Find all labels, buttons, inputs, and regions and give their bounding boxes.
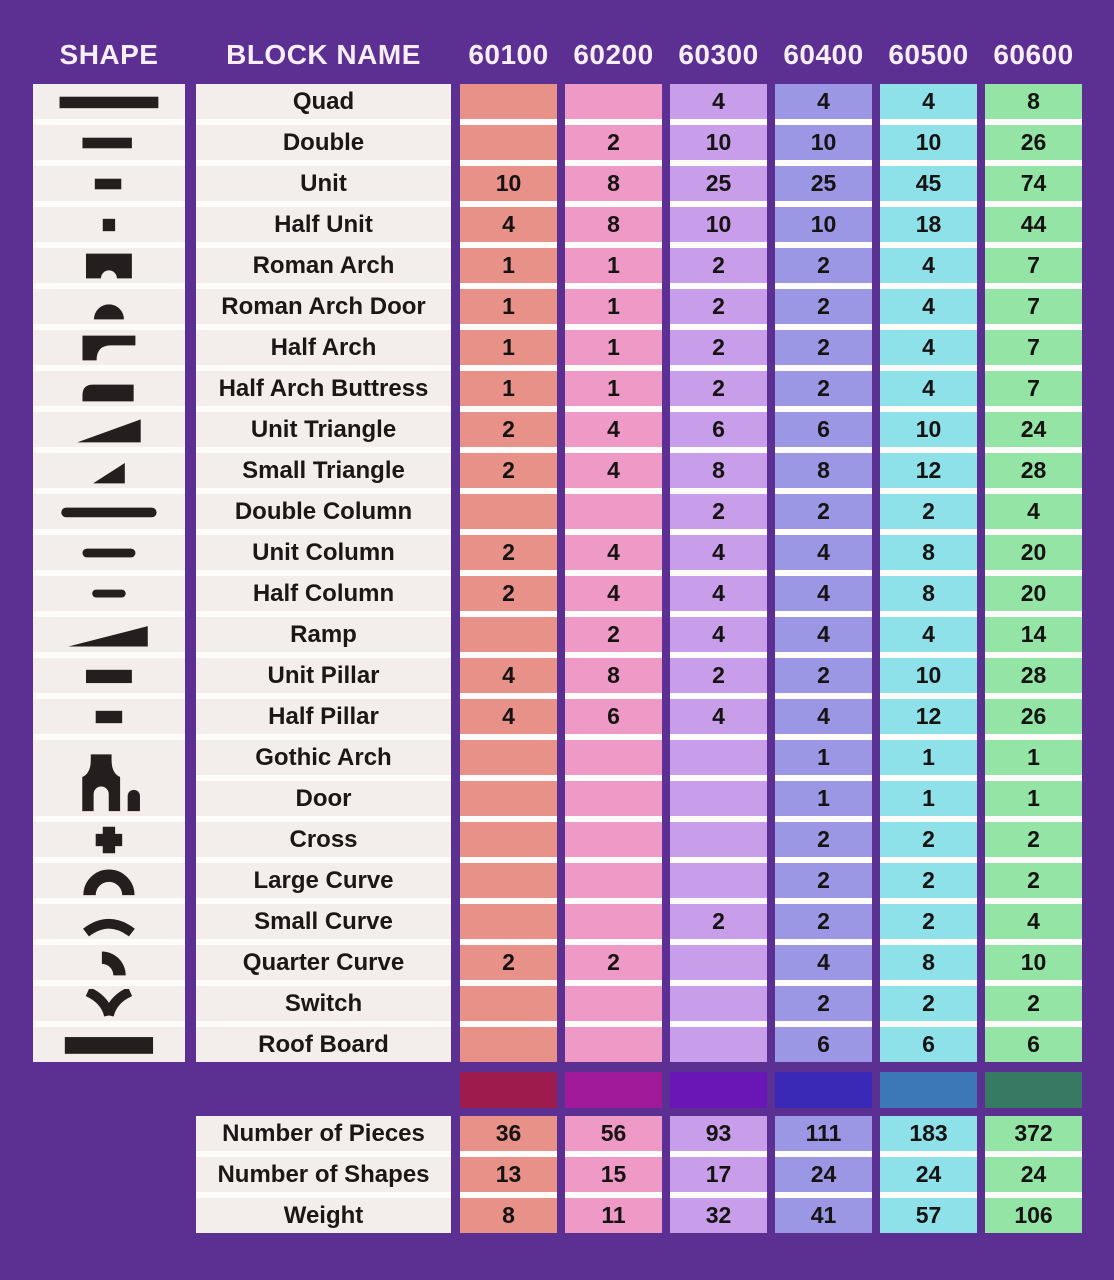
count-cell: 14 [985,617,1082,652]
count-cell: 2 [670,371,767,406]
summary-value-cell: 24 [880,1157,977,1192]
column-header-60600: 60600 [993,39,1074,70]
small-triangle-icon [33,453,185,488]
count-cell: 1 [775,740,872,775]
count-cell: 20 [985,576,1082,611]
count-cell: 2 [880,904,977,939]
block-name-cell: Ramp [196,617,451,652]
count-cell [460,125,557,160]
block-name-cell: Double Column [196,494,451,529]
count-cell: 10 [880,412,977,447]
count-cell: 12 [880,453,977,488]
column-60300-strip [670,84,767,1062]
count-cell: 4 [775,535,872,570]
column-60600-strip [985,84,1082,1062]
count-cell: 10 [880,125,977,160]
block-name-cell: Half Arch [196,330,451,365]
half-pillar-icon [33,699,185,734]
count-cell: 8 [880,945,977,980]
summary-value-cell: 111 [775,1116,872,1151]
count-cell: 2 [880,863,977,898]
quarter-curve-icon [33,945,185,980]
count-cell: 8 [565,166,662,201]
large-curve-icon [33,863,185,898]
count-cell: 2 [775,904,872,939]
summary-column-60500 [880,1116,977,1233]
count-cell: 4 [985,494,1082,529]
summary-value-cell: 32 [670,1198,767,1233]
count-cell [565,740,662,775]
count-cell [460,617,557,652]
count-cell [565,84,662,119]
summary-value-cell: 36 [460,1116,557,1151]
summary-value-cell: 183 [880,1116,977,1151]
block-name-column [196,84,451,1062]
count-cell: 2 [670,330,767,365]
summary-label-cell: Number of Pieces [196,1116,451,1151]
count-cell: 10 [880,658,977,693]
count-cell: 1 [460,289,557,324]
column-header-60100: 60100 [468,39,549,70]
count-cell: 2 [985,822,1082,857]
summary-column-60400 [775,1116,872,1233]
count-cell [670,1027,767,1062]
count-cell: 2 [460,576,557,611]
color-swatch-60300 [670,1072,767,1108]
half-unit-icon [33,207,185,242]
count-cell: 6 [670,412,767,447]
count-cell: 25 [670,166,767,201]
unit-pillar-icon [33,658,185,693]
column-header-60200: 60200 [573,39,654,70]
count-cell: 2 [670,494,767,529]
count-cell: 1 [460,248,557,283]
column-header-60500: 60500 [888,39,969,70]
roman-arch-door-icon [33,289,185,324]
count-cell: 2 [880,822,977,857]
count-cell: 2 [775,658,872,693]
block-name-cell: Half Column [196,576,451,611]
block-name-cell: Small Triangle [196,453,451,488]
small-curve-icon [33,904,185,939]
count-cell: 1 [775,781,872,816]
count-cell: 7 [985,289,1082,324]
count-cell [670,822,767,857]
count-cell [460,986,557,1021]
count-cell: 2 [460,945,557,980]
count-cell: 4 [775,576,872,611]
count-cell: 4 [565,453,662,488]
summary-label-cell: Number of Shapes [196,1157,451,1192]
summary-value-cell: 106 [985,1198,1082,1233]
column-header-60400: 60400 [783,39,864,70]
summary-column-60100 [460,1116,557,1233]
count-cell [460,740,557,775]
block-name-cell: Cross [196,822,451,857]
roof-board-icon [33,1027,185,1062]
count-cell: 1 [880,781,977,816]
count-cell: 10 [985,945,1082,980]
summary-label-cell: Weight [196,1198,451,1233]
count-cell: 8 [985,84,1082,119]
block-name-cell: Quarter Curve [196,945,451,980]
count-cell: 2 [460,412,557,447]
count-cell: 4 [565,576,662,611]
summary-value-cell: 24 [775,1157,872,1192]
count-cell [460,1027,557,1062]
count-cell: 4 [880,289,977,324]
count-cell: 4 [460,207,557,242]
count-cell: 2 [880,986,977,1021]
shape-column-header: SHAPE [59,39,159,70]
count-cell [460,904,557,939]
summary-column-60600 [985,1116,1082,1233]
count-cell: 8 [775,453,872,488]
count-cell: 28 [985,658,1082,693]
count-cell: 26 [985,125,1082,160]
count-cell: 6 [565,699,662,734]
count-cell: 7 [985,330,1082,365]
half-arch-buttress-icon [33,371,185,406]
column-60400-strip [775,84,872,1062]
color-swatch-60400 [775,1072,872,1108]
count-cell: 4 [670,576,767,611]
count-cell: 2 [880,494,977,529]
double-icon [33,125,185,160]
unit-icon [33,166,185,201]
block-name-cell: Half Arch Buttress [196,371,451,406]
count-cell: 2 [775,494,872,529]
count-cell: 2 [460,535,557,570]
count-cell: 2 [775,289,872,324]
unit-triangle-icon [33,412,185,447]
block-name-column-header: BLOCK NAME [226,39,421,70]
count-cell: 28 [985,453,1082,488]
count-cell [670,945,767,980]
count-cell [460,822,557,857]
count-cell [565,863,662,898]
count-cell: 4 [670,535,767,570]
count-cell: 1 [880,740,977,775]
count-cell: 2 [565,617,662,652]
count-cell: 2 [670,248,767,283]
block-name-cell: Small Curve [196,904,451,939]
half-column-icon [33,576,185,611]
count-cell: 7 [985,371,1082,406]
column-60500-strip [880,84,977,1062]
count-cell: 6 [775,1027,872,1062]
count-cell: 18 [880,207,977,242]
block-name-cell: Unit Triangle [196,412,451,447]
count-cell: 1 [460,330,557,365]
count-cell: 1 [565,330,662,365]
count-cell: 2 [775,863,872,898]
summary-value-cell: 24 [985,1157,1082,1192]
summary-column-60300 [670,1116,767,1233]
count-cell [460,781,557,816]
color-swatch-60200 [565,1072,662,1108]
block-name-cell: Unit [196,166,451,201]
count-cell: 4 [985,904,1082,939]
count-cell [565,1027,662,1062]
count-cell: 2 [670,289,767,324]
half-arch-icon [33,330,185,365]
block-name-cell: Large Curve [196,863,451,898]
count-cell: 10 [460,166,557,201]
count-cell: 4 [670,84,767,119]
summary-value-cell: 17 [670,1157,767,1192]
switch-icon [33,986,185,1021]
block-name-cell: Gothic Arch [196,740,451,775]
count-cell: 2 [460,453,557,488]
count-cell: 8 [565,658,662,693]
summary-value-cell: 15 [565,1157,662,1192]
count-cell: 2 [775,371,872,406]
count-cell [565,781,662,816]
count-cell: 4 [880,84,977,119]
cross-icon [33,822,185,857]
color-swatch-60500 [880,1072,977,1108]
summary-value-cell: 372 [985,1116,1082,1151]
count-cell: 2 [775,330,872,365]
count-cell: 4 [565,412,662,447]
summary-labels-column [196,1116,451,1233]
column-60200-strip [565,84,662,1062]
count-cell: 10 [670,125,767,160]
block-name-cell: Roman Arch [196,248,451,283]
summary-value-cell: 41 [775,1198,872,1233]
count-cell: 7 [985,248,1082,283]
count-cell: 6 [985,1027,1082,1062]
count-cell: 45 [880,166,977,201]
count-cell: 4 [670,699,767,734]
count-cell: 26 [985,699,1082,734]
count-cell: 4 [775,617,872,652]
block-name-cell: Half Pillar [196,699,451,734]
count-cell: 1 [985,781,1082,816]
count-cell: 10 [775,207,872,242]
count-cell: 20 [985,535,1082,570]
count-cell: 25 [775,166,872,201]
count-cell: 4 [775,699,872,734]
count-cell: 1 [985,740,1082,775]
count-cell: 2 [985,986,1082,1021]
block-name-cell: Door [196,781,451,816]
count-cell [565,494,662,529]
summary-value-cell: 13 [460,1157,557,1192]
block-name-cell: Unit Pillar [196,658,451,693]
count-cell: 4 [880,248,977,283]
color-swatch-60600 [985,1072,1082,1108]
count-cell: 4 [880,371,977,406]
quad-icon [33,84,185,119]
count-cell: 1 [460,371,557,406]
count-cell: 44 [985,207,1082,242]
block-name-cell: Roof Board [196,1027,451,1062]
count-cell [670,781,767,816]
count-cell: 2 [670,904,767,939]
count-cell [670,863,767,898]
count-cell: 2 [775,248,872,283]
column-60100-strip [460,84,557,1062]
block-name-cell: Double [196,125,451,160]
summary-column-60200 [565,1116,662,1233]
count-cell [565,904,662,939]
count-cell [460,84,557,119]
block-name-cell: Quad [196,84,451,119]
count-cell: 8 [880,576,977,611]
count-cell: 1 [565,289,662,324]
count-cell: 12 [880,699,977,734]
count-cell: 2 [670,658,767,693]
summary-value-cell: 8 [460,1198,557,1233]
count-cell: 8 [670,453,767,488]
shape-column [33,84,185,1062]
count-cell: 6 [775,412,872,447]
count-cell: 2 [565,945,662,980]
summary-value-cell: 57 [880,1198,977,1233]
block-name-cell: Half Unit [196,207,451,242]
count-cell: 2 [775,986,872,1021]
count-cell: 4 [880,330,977,365]
count-cell: 24 [985,412,1082,447]
count-cell [460,494,557,529]
count-cell [565,822,662,857]
count-cell: 6 [880,1027,977,1062]
gothic-arch-door-icon [33,740,185,816]
summary-value-cell: 56 [565,1116,662,1151]
summary-value-cell: 93 [670,1116,767,1151]
block-name-cell: Switch [196,986,451,1021]
count-cell [670,740,767,775]
count-cell: 4 [775,84,872,119]
count-cell: 4 [460,699,557,734]
ramp-icon [33,617,185,652]
count-cell: 4 [880,617,977,652]
summary-value-cell: 11 [565,1198,662,1233]
count-cell: 4 [670,617,767,652]
count-cell: 74 [985,166,1082,201]
count-cell: 1 [565,371,662,406]
color-swatch-60100 [460,1072,557,1108]
count-cell: 2 [985,863,1082,898]
count-cell: 4 [565,535,662,570]
count-cell: 8 [565,207,662,242]
count-cell: 2 [775,822,872,857]
block-name-cell: Roman Arch Door [196,289,451,324]
count-cell: 1 [565,248,662,283]
count-cell [670,986,767,1021]
roman-arch-icon [33,248,185,283]
column-header-60300: 60300 [678,39,759,70]
count-cell: 10 [670,207,767,242]
count-cell: 10 [775,125,872,160]
count-cell: 4 [460,658,557,693]
count-cell [565,986,662,1021]
double-column-icon [33,494,185,529]
count-cell: 2 [565,125,662,160]
unit-column-icon [33,535,185,570]
count-cell: 4 [775,945,872,980]
count-cell: 8 [880,535,977,570]
count-cell [460,863,557,898]
block-name-cell: Unit Column [196,535,451,570]
